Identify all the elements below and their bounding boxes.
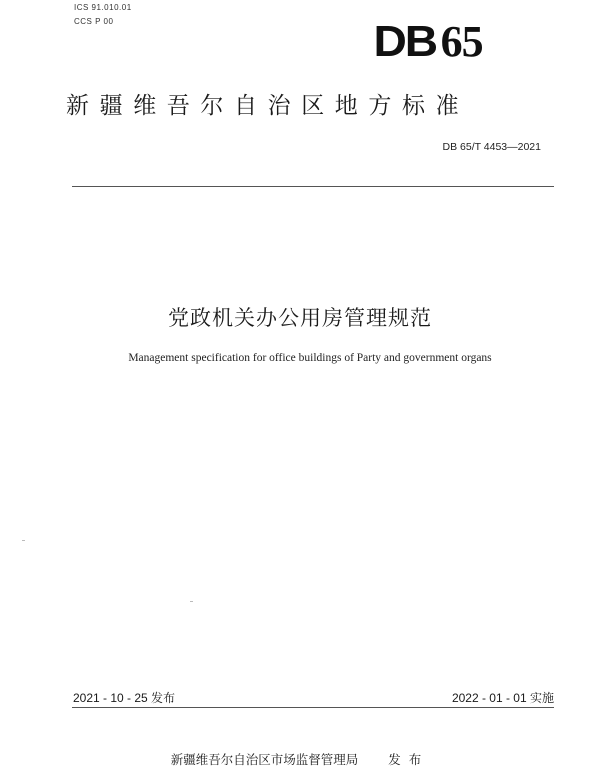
scan-speck — [22, 540, 25, 541]
logo-number: 65 — [440, 17, 483, 66]
issue-date: 2021 - 10 - 25 发布 — [73, 691, 176, 705]
document-title-english: Management specification for office buildings of Party and government organs — [128, 352, 492, 364]
publisher-line — [0, 750, 600, 768]
bottom-divider — [72, 707, 554, 708]
implementation-date: 2022 - 01 - 01 实施 — [451, 691, 554, 705]
document-title-chinese: 党政机关办公用房管理规范 — [168, 306, 432, 330]
publisher-name: 新疆维吾尔自治区市场监督管理局 — [170, 752, 359, 767]
ics-code: ICS 91.010.01 — [74, 3, 132, 12]
publish-label: 发布 — [388, 752, 430, 767]
logo-prefix: DB — [373, 17, 437, 66]
ccs-code: CCS P 00 — [74, 17, 114, 26]
scan-speck — [190, 601, 193, 602]
standard-category-title: 新疆维吾尔自治区地方标准 — [66, 93, 470, 119]
top-divider — [72, 186, 554, 187]
standard-logo — [373, 17, 483, 66]
standard-number: DB 65/T 4453—2021 — [442, 141, 541, 153]
